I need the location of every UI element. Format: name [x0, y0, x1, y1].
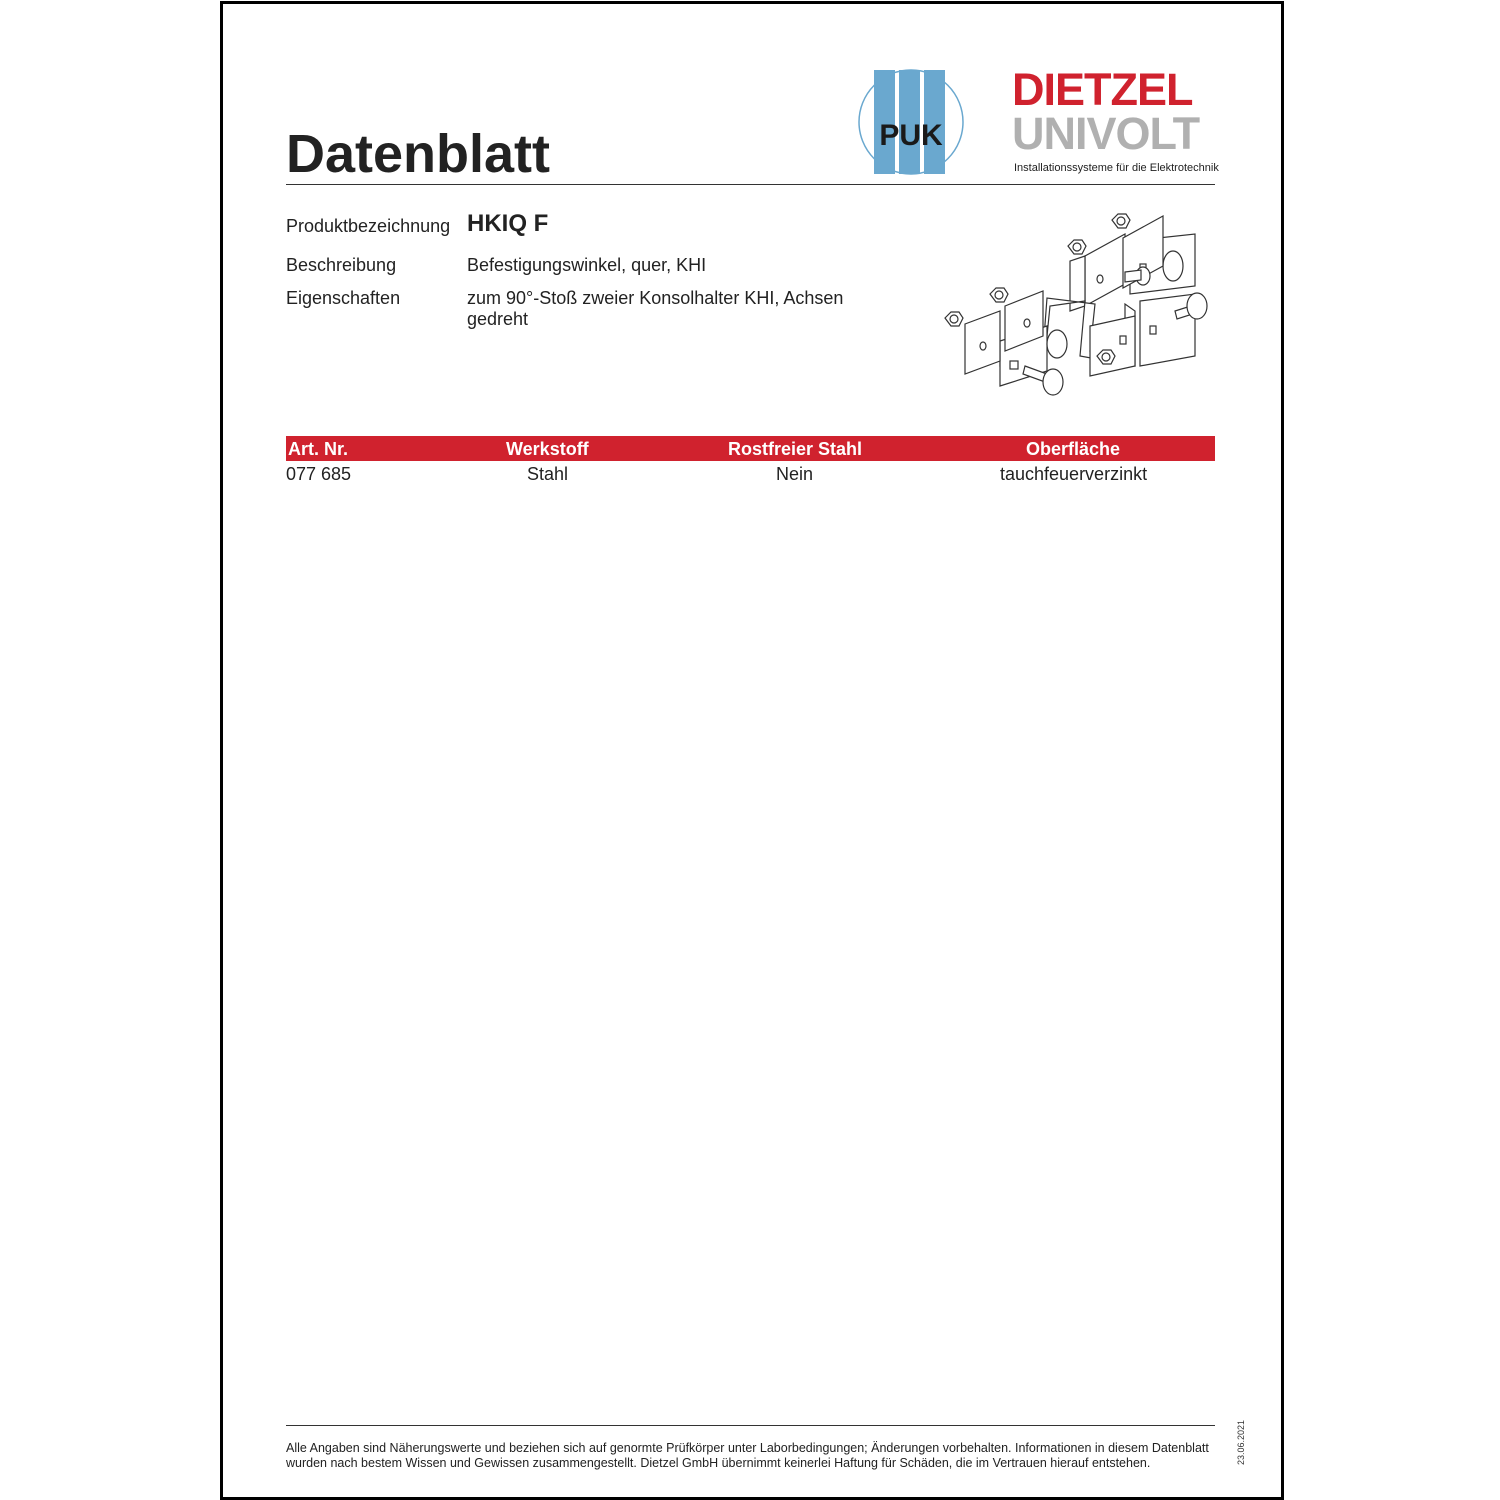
description-value: Befestigungswinkel, quer, KHI	[467, 255, 707, 275]
brand-univolt: UNIVOLT	[1012, 108, 1200, 159]
column-header-werkstoff: Werkstoff	[506, 439, 589, 459]
properties-label: Eigenschaften	[286, 288, 401, 308]
cell-art-nr: 077 685	[286, 464, 352, 484]
disclaimer-line-1: Alle Angaben sind Näherungswerte und beziehen sich auf genormte Prüfkörper unter Laborbedingungen; Änderungen vorbehalten. Informationen in diesem Datenblatt	[286, 1441, 1209, 1455]
product-name: HKIQ F	[467, 210, 549, 237]
properties-line-1: zum 90°-Stoß zweier Konsolhalter KHI, Achsen	[467, 288, 844, 308]
document-date: 23.06.2021	[1236, 1419, 1246, 1465]
properties-line-2: gedreht	[467, 309, 529, 329]
page-title: Datenblatt	[286, 124, 551, 184]
cell-oberflaeche: tauchfeuerverzinkt	[1000, 464, 1148, 484]
cell-rostfreier-stahl: Nein	[776, 464, 814, 484]
puk-logo-text: PUK	[879, 119, 943, 152]
product-name-label: Produktbezeichnung	[286, 216, 451, 236]
brand-tagline: Installationssysteme für die Elektrotechnik	[1014, 162, 1219, 174]
puk-logo	[855, 68, 967, 176]
column-header-art-nr: Art. Nr.	[288, 439, 349, 459]
table-header-row	[286, 436, 1215, 461]
disclaimer	[286, 1441, 1221, 1471]
footer-divider	[286, 1425, 1215, 1426]
properties-value	[467, 288, 867, 330]
brand-dietzel: DIETZEL	[1012, 64, 1193, 115]
description-label: Beschreibung	[286, 255, 397, 275]
disclaimer-line-2: wurden nach bestem Wissen und Gewissen zusammengestellt. Dietzel GmbH übernimmt keinerlei Haftung für Schäden, die im Vertrauen hierauf entstehen.	[286, 1456, 1151, 1470]
column-header-oberflaeche: Oberfläche	[1026, 439, 1121, 459]
header-divider	[286, 184, 1215, 185]
cell-werkstoff: Stahl	[527, 464, 569, 484]
column-header-rostfreier-stahl: Rostfreier Stahl	[728, 439, 863, 459]
bracket-assembly-drawing-icon	[935, 206, 1220, 406]
